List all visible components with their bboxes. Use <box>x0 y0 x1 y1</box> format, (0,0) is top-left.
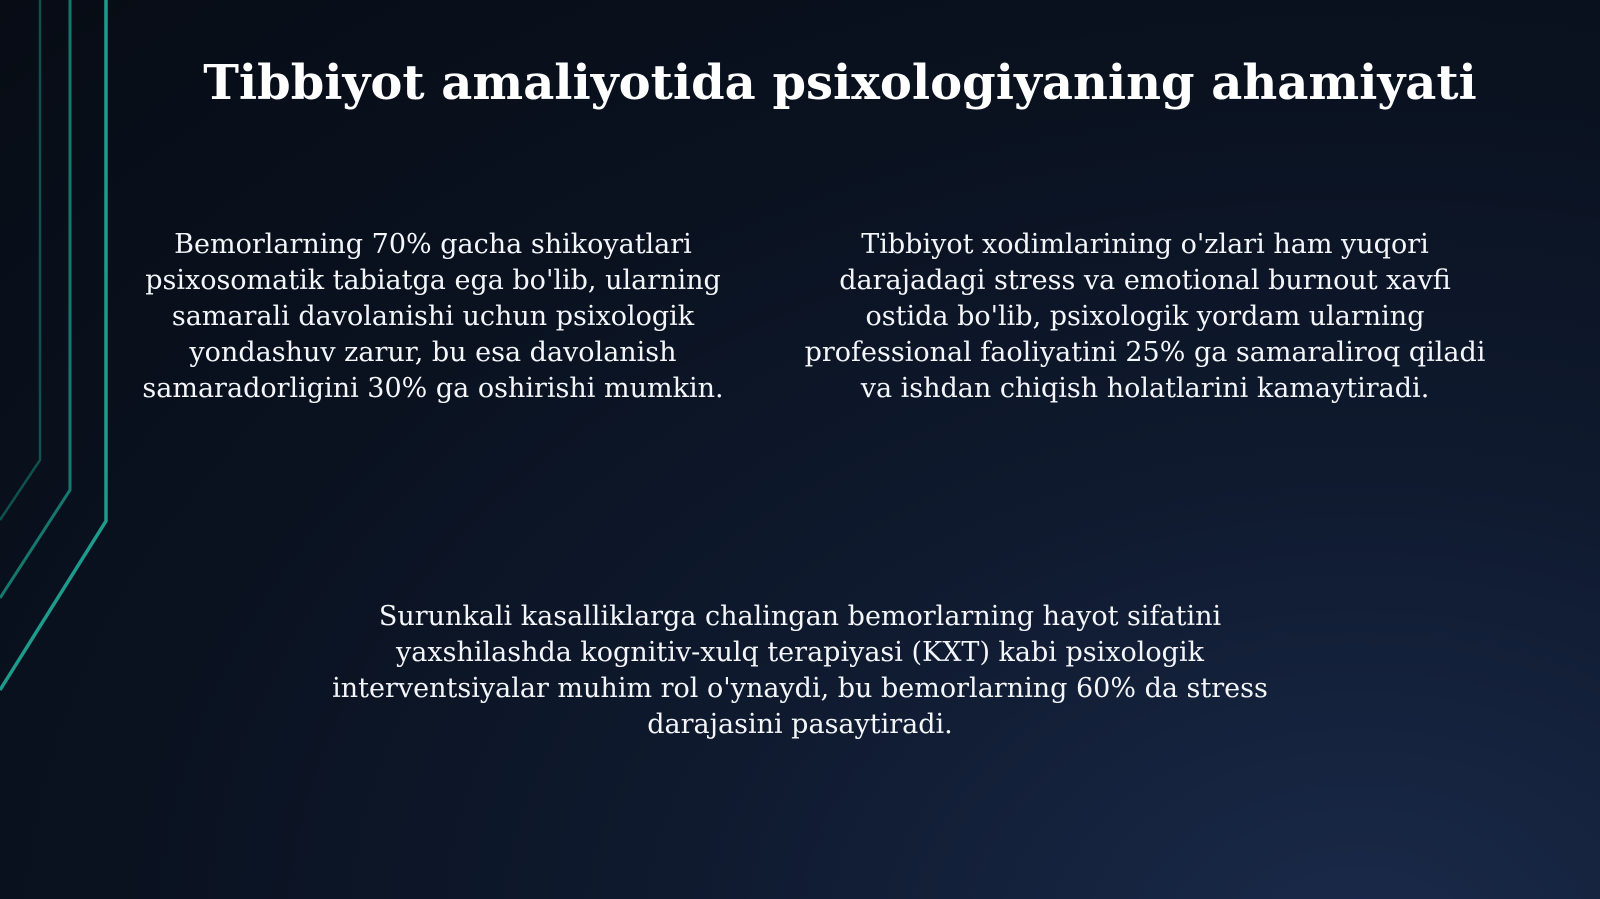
decorative-lines <box>0 0 160 899</box>
accent-line-inner <box>0 0 40 520</box>
paragraph-medical-staff-stress: Tibbiyot xodimlarining o'zlari ham yuqori darajadagi stress va emotional burnout xavfi ostida bo'lib, psixologik yordam ularning professional faoliyatini 25% ga samaraliroq qiladi va ishdan chiqish holatlarini kamaytiradi. <box>804 229 1486 404</box>
accent-line-middle <box>0 0 70 598</box>
paragraph-chronic-disease-cbt: Surunkali kasalliklarga chalingan bemorlarning hayot sifatini yaxshilashda kognitiv-xulq terapiyasi (KXT) kabi psixologik interventsiyalar muhim rol o'ynaydi, bu bemorlarning 60% da stress darajasini pasaytiradi. <box>332 601 1268 740</box>
paragraph-patients-psychosomatic: Bemorlarning 70% gacha shikoyatlari psixosomatik tabiatga ega bo'lib, ularning samarali davolanishi uchun psixologik yondashuv zarur, bu esa davolanish samaradorligini 30% ga oshirishi mumkin. <box>142 229 724 404</box>
accent-line-outer <box>0 0 106 690</box>
slide-title: Tibbiyot amaliyotida psixologiyaning ahamiyati <box>203 55 1477 111</box>
